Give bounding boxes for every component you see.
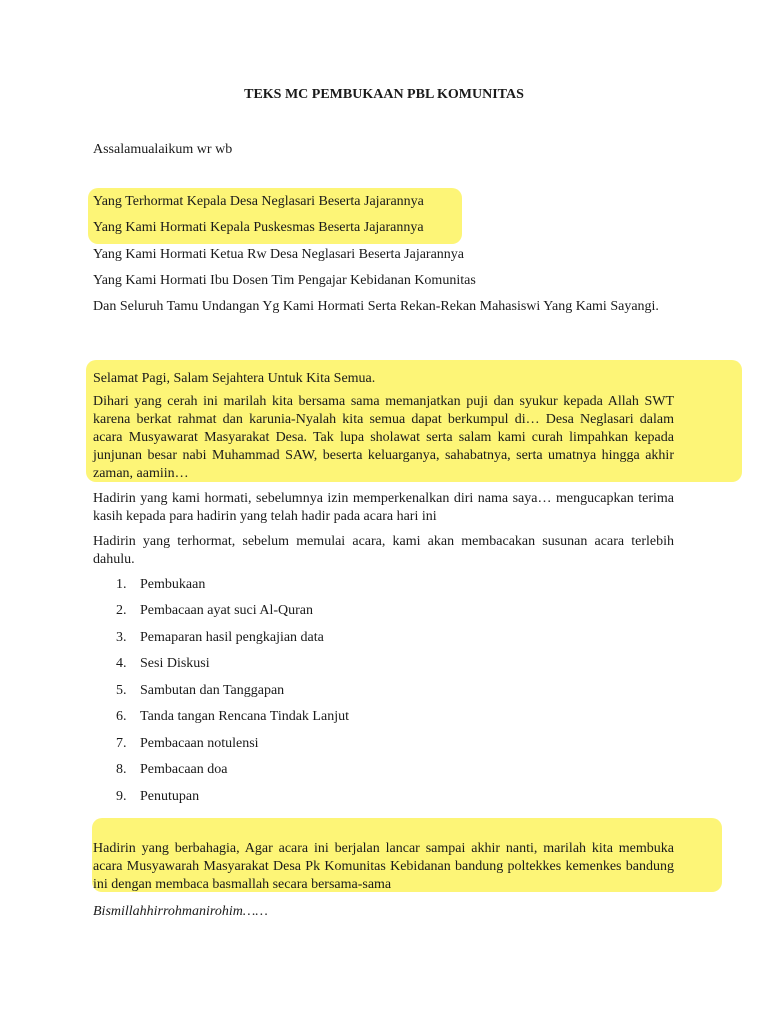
- basmallah-line: Bismillahhirrohmanirohim……: [93, 904, 268, 919]
- agenda-item-number: 8.: [116, 762, 127, 777]
- page-title: TEKS MC PEMBUKAAN PBL KOMUNITAS: [244, 87, 524, 102]
- agenda-item: [116, 630, 324, 646]
- agenda-item-text: Sambutan dan Tanggapan: [140, 683, 285, 698]
- agenda-item-number: 4.: [116, 656, 127, 671]
- agenda-item-number: 2.: [116, 603, 127, 618]
- agenda-item-text: Pembukaan: [140, 577, 206, 592]
- opening-call-paragraph: Hadirin yang berbahagia, Agar acara ini berjalan lancar sampai akhir nanti, marilah kita membuka acara Musyawarah Masyarakat Desa Pk Komunitas Kebidanan bandung poltekkes kemenkes bandung ini dengan membaca basmallah secara bersama-sama: [93, 841, 674, 892]
- agenda-item-number: 5.: [116, 683, 127, 698]
- agenda-item-number: 7.: [116, 736, 127, 751]
- agenda-item-text: Pembacaan ayat suci Al-Quran: [140, 603, 313, 618]
- introduction-paragraph: Hadirin yang kami hormati, sebelumnya izin memperkenalkan diri nama saya… mengucapkan terima kasih kepada para hadirin yang telah hadir pada acara hari ini: [93, 491, 674, 524]
- agenda-item: [116, 789, 199, 805]
- agenda-item-number: 6.: [116, 709, 127, 724]
- agenda-item-text: Penutupan: [140, 789, 200, 804]
- agenda-item-number: 3.: [116, 630, 127, 645]
- agenda-item: [116, 577, 205, 593]
- agenda-item-text: Sesi Diskusi: [140, 656, 210, 671]
- closing-salutation: Dan Seluruh Tamu Undangan Yg Kami Hormati Serta Rekan-Rekan Mahasiswi Yang Kami Sayangi.: [93, 299, 659, 314]
- salutation-line: Yang Kami Hormati Ibu Dosen Tim Pengajar Kebidanan Komunitas: [93, 273, 476, 288]
- agenda-item: [116, 683, 284, 699]
- salutation-line: Yang Kami Hormati Kepala Puskesmas Beserta Jajarannya: [93, 220, 424, 235]
- agenda-item-text: Tanda tangan Rencana Tindak Lanjut: [140, 709, 349, 724]
- morning-greeting: Selamat Pagi, Salam Sejahtera Untuk Kita Semua.: [93, 371, 376, 386]
- agenda-item: [116, 762, 227, 778]
- agenda-item: [116, 656, 210, 672]
- agenda-item-number: 1.: [116, 577, 127, 592]
- agenda-item-number: 9.: [116, 789, 127, 804]
- agenda-item: [116, 709, 349, 725]
- agenda-intro-paragraph: Hadirin yang terhormat, sebelum memulai acara, kami akan membacakan susunan acara terlebih dahulu.: [93, 534, 674, 567]
- agenda-item-text: Pembacaan notulensi: [140, 736, 259, 751]
- agenda-item-text: Pembacaan doa: [140, 762, 228, 777]
- agenda-item: [116, 603, 313, 619]
- greeting: Assalamualaikum wr wb: [93, 142, 233, 157]
- salutation-line: Yang Terhormat Kepala Desa Neglasari Beserta Jajarannya: [93, 194, 424, 209]
- agenda-item: [116, 736, 259, 752]
- salutation-line: Yang Kami Hormati Ketua Rw Desa Neglasari Beserta Jajarannya: [93, 247, 465, 262]
- agenda-item-text: Pemaparan hasil pengkajian data: [140, 630, 324, 645]
- gratitude-paragraph: Dihari yang cerah ini marilah kita bersama sama memanjatkan puji dan syukur kepada Allah SWT karena berkat rahmat dan karunia-Nyalah kita semua dapat berkumpul di… Desa Neglasari dalam acara Musyawarat Masyarakat Desa. Tak lupa sholawat serta salam kami curah limpahkan kepada junjunan besar nabi Muhammad SAW, beserta keluarganya, sahabatnya, serta umatnya hingga akhir zaman, aamiin…: [93, 394, 674, 481]
